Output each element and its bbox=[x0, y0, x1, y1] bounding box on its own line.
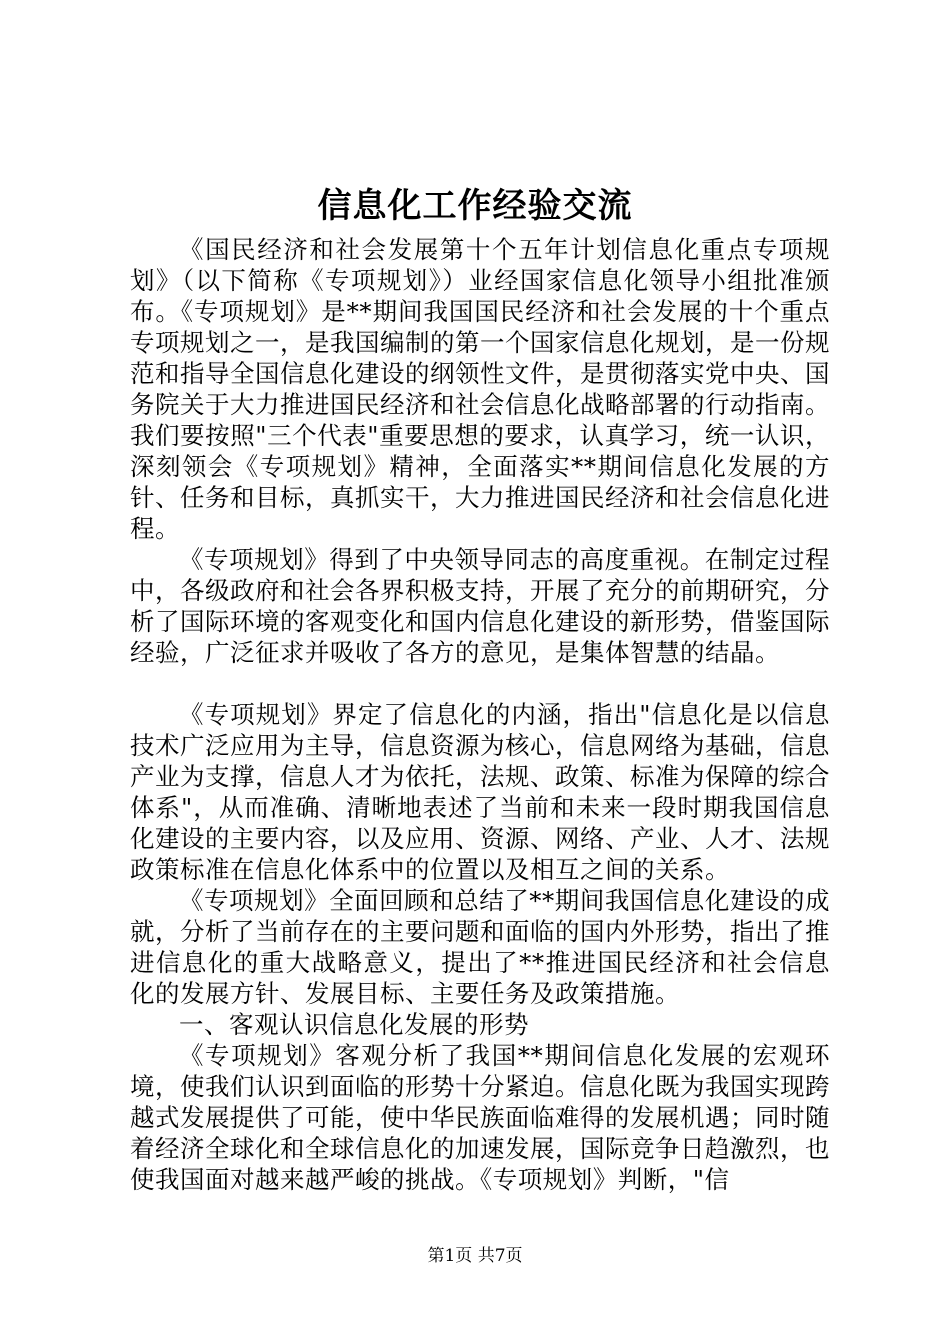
section-heading: 一、客观认识信息化发展的形势 bbox=[179, 1010, 529, 1039]
paragraph-2: 《专项规划》得到了中央领导同志的高度重视。在制定过程中，各级政府和社会各界积极支持，开展了充分的前期研究，分析了国际环境的客观变化和国内信息化建设的新形势，借鉴国际经验，广泛征求并吸收了各方的意见，是集体智慧的结晶。 bbox=[130, 545, 830, 667]
paragraph-5: 《专项规划》客观分析了我国**期间信息化发展的宏观环境，使我们认识到面临的形势十分紧迫。信息化既为我国实现跨越式发展提供了可能，使中华民族面临难得的发展机遇；同时随着经济全球化和全球信息化的加速发展，国际竞争日趋激烈，也使我国面对越来越严峻的挑战。《专项规划》判断，"信 bbox=[130, 1041, 830, 1194]
paragraph-3: 《专项规划》界定了信息化的内涵，指出"信息化是以信息技术广泛应用为主导，信息资源为核心，信息网络为基础，信息产业为支撑，信息人才为依托，法规、政策、标准为保障的综合体系"，从而准确、清晰地表述了当前和未来一段时期我国信息化建设的主要内容，以及应用、资源、网络、产业、人才、法规政策标准在信息化体系中的位置以及相互之间的关系。 bbox=[130, 700, 830, 884]
page-title: 信息化工作经验交流 bbox=[317, 186, 633, 226]
paragraph-4: 《专项规划》全面回顾和总结了**期间我国信息化建设的成就，分析了当前存在的主要问题和面临的国内外形势，指出了推进信息化的重大战略意义，提出了**推进国民经济和社会信息化的发展方针、发展目标、主要任务及政策措施。 bbox=[130, 886, 830, 1008]
document-body bbox=[130, 234, 830, 1195]
page-footer: 第1页 共7页 bbox=[427, 1246, 523, 1266]
paragraph-1: 《国民经济和社会发展第十个五年计划信息化重点专项规划》（以下简称《专项规划》）业经国家信息化领导小组批准颁布。《专项规划》是**期间我国国民经济和社会发展的十个重点专项规划之一，是我国编制的第一个国家信息化规划，是一份规范和指导全国信息化建设的纲领性文件，是贯彻落实党中央、国务院关于大力推进国民经济和社会信息化战略部署的行动指南。我们要按照"三个代表"重要思想的要求，认真学习，统一认识，深刻领会《专项规划》精神，全面落实**期间信息化发展的方针、任务和目标，真抓实干，大力推进国民经济和社会信息化进程。 bbox=[130, 235, 830, 543]
